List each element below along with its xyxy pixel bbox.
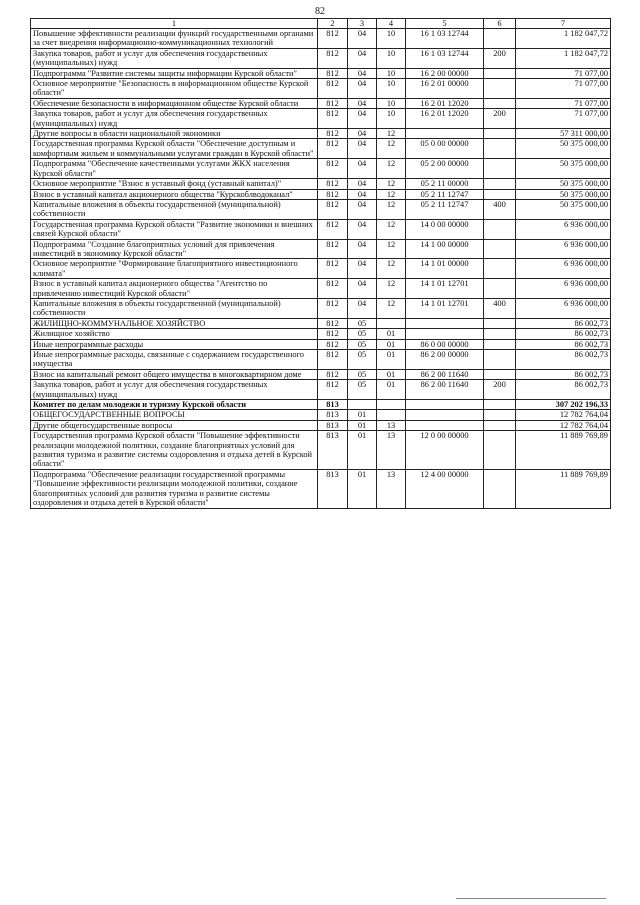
table-row (31, 279, 611, 299)
amount-cell: 86 002,73 (516, 318, 611, 328)
subsection-code-cell: 01 (377, 329, 406, 339)
subsection-code-cell: 10 (377, 48, 406, 68)
section-code-cell: 01 (348, 469, 377, 508)
expense-type-cell (484, 129, 516, 139)
subsection-code-cell: 12 (377, 279, 406, 299)
target-article-cell: 05 2 11 12747 (406, 189, 484, 199)
admin-code-cell: 812 (318, 48, 348, 68)
expense-type-cell (484, 79, 516, 99)
amount-cell: 6 936 000,00 (516, 279, 611, 299)
admin-code-cell: 812 (318, 298, 348, 318)
target-article-cell: 05 2 11 00000 (406, 179, 484, 189)
row-name-cell: Основное мероприятие "Взнос в уставный фонд (уставный капитал)" (31, 179, 318, 189)
admin-code-cell: 812 (318, 369, 348, 379)
admin-code-cell: 812 (318, 179, 348, 189)
amount-cell: 50 375 000,00 (516, 189, 611, 199)
admin-code-cell: 812 (318, 109, 348, 129)
section-code-cell: 04 (348, 139, 377, 159)
section-code-cell: 01 (348, 420, 377, 430)
row-name-cell: Подпрограмма "Развитие системы защиты информации Курской области" (31, 68, 318, 78)
row-name-cell: Подпрограмма "Обеспечение реализации государственной программы "Повышение эффективности реализации молодежной политики, создание благоприятных условий для развития туризма и развитие системы оздоровления и отдыха детей в Курской области" (31, 469, 318, 508)
table-row (31, 189, 611, 199)
admin-code-cell: 812 (318, 219, 348, 239)
expense-type-cell (484, 350, 516, 370)
table-row (31, 380, 611, 400)
header-cell: 4 (377, 19, 406, 29)
admin-code-cell: 812 (318, 380, 348, 400)
table-row (31, 139, 611, 159)
subsection-code-cell (377, 318, 406, 328)
section-code-cell: 05 (348, 350, 377, 370)
row-name-cell: ЖИЛИЩНО-КОММУНАЛЬНОЕ ХОЗЯЙСТВО (31, 318, 318, 328)
row-name-cell: Другие общегосударственные вопросы (31, 420, 318, 430)
subsection-code-cell: 12 (377, 219, 406, 239)
expense-type-cell (484, 400, 516, 410)
row-name-cell: Государственная программа Курской области "Обеспечение доступным и комфортным жильем и коммунальными услугами граждан в Курской области" (31, 139, 318, 159)
amount-cell: 50 375 000,00 (516, 199, 611, 219)
subsection-code-cell: 12 (377, 298, 406, 318)
table-row (31, 350, 611, 370)
admin-code-cell: 812 (318, 139, 348, 159)
expense-type-cell: 400 (484, 199, 516, 219)
amount-cell: 50 375 000,00 (516, 139, 611, 159)
expense-type-cell: 200 (484, 380, 516, 400)
row-name-cell: Иные непрограммные расходы, связанные с содержанием государственного имущества (31, 350, 318, 370)
table-row (31, 318, 611, 328)
subsection-code-cell: 12 (377, 189, 406, 199)
section-code-cell: 05 (348, 339, 377, 349)
subsection-code-cell: 12 (377, 179, 406, 189)
section-code-cell: 05 (348, 369, 377, 379)
admin-code-cell: 812 (318, 129, 348, 139)
section-code-cell: 01 (348, 410, 377, 420)
expense-type-cell (484, 369, 516, 379)
admin-code-cell: 812 (318, 79, 348, 99)
table-row (31, 29, 611, 49)
subsection-code-cell: 01 (377, 350, 406, 370)
table-row (31, 369, 611, 379)
admin-code-cell: 813 (318, 431, 348, 470)
expense-type-cell (484, 179, 516, 189)
target-article-cell: 14 1 01 12701 (406, 298, 484, 318)
table-row (31, 431, 611, 470)
subsection-code-cell: 10 (377, 29, 406, 49)
admin-code-cell: 812 (318, 329, 348, 339)
admin-code-cell: 813 (318, 420, 348, 430)
row-name-cell: Подпрограмма "Создание благоприятных условий для привлечения инвестиций в экономику Курской области" (31, 239, 318, 259)
target-article-cell: 05 0 00 00000 (406, 139, 484, 159)
expense-type-cell (484, 329, 516, 339)
header-cell: 2 (318, 19, 348, 29)
header-cell: 1 (31, 19, 318, 29)
expense-type-cell: 200 (484, 109, 516, 129)
row-name-cell: Взнос в уставный капитал акционерного общества "Агентство по привлечению инвестиций Курской области" (31, 279, 318, 299)
section-code-cell: 04 (348, 199, 377, 219)
footer-rule (456, 898, 606, 899)
section-code-cell: 04 (348, 179, 377, 189)
row-name-cell: Основное мероприятие "Безопасность в информационном обществе Курской области" (31, 79, 318, 99)
subsection-code-cell: 10 (377, 68, 406, 78)
section-code-cell: 04 (348, 129, 377, 139)
target-article-cell: 16 1 03 12744 (406, 48, 484, 68)
amount-cell: 1 182 047,72 (516, 29, 611, 49)
amount-cell: 6 936 000,00 (516, 239, 611, 259)
table-row (31, 109, 611, 129)
amount-cell: 6 936 000,00 (516, 298, 611, 318)
target-article-cell: 12 0 00 00000 (406, 431, 484, 470)
row-name-cell: Обеспечение безопасности в информационном обществе Курской области (31, 98, 318, 108)
admin-code-cell: 812 (318, 259, 348, 279)
header-row (31, 19, 611, 29)
section-code-cell (348, 400, 377, 410)
amount-cell: 71 077,00 (516, 68, 611, 78)
row-name-cell: Закупка товаров, работ и услуг для обеспечения государственных (муниципальных) нужд (31, 380, 318, 400)
amount-cell: 86 002,73 (516, 339, 611, 349)
row-name-cell: Иные непрограммные расходы (31, 339, 318, 349)
section-code-cell: 05 (348, 329, 377, 339)
header-cell: 5 (406, 19, 484, 29)
expense-type-cell (484, 431, 516, 470)
admin-code-cell: 812 (318, 68, 348, 78)
row-name-cell: Повышение эффективности реализации функций государственными органами за счет внедрения информационно-коммуникационных технологий (31, 29, 318, 49)
subsection-code-cell: 13 (377, 431, 406, 470)
expense-type-cell (484, 469, 516, 508)
subsection-code-cell: 12 (377, 259, 406, 279)
subsection-code-cell (377, 410, 406, 420)
section-code-cell: 04 (348, 68, 377, 78)
target-article-cell: 12 4 00 00000 (406, 469, 484, 508)
subsection-code-cell: 13 (377, 469, 406, 508)
target-article-cell: 86 2 00 11640 (406, 380, 484, 400)
expense-type-cell (484, 98, 516, 108)
target-article-cell: 86 0 00 00000 (406, 339, 484, 349)
table-row (31, 79, 611, 99)
section-code-cell: 04 (348, 239, 377, 259)
admin-code-cell: 812 (318, 29, 348, 49)
table-row (31, 199, 611, 219)
amount-cell: 57 311 000,00 (516, 129, 611, 139)
expense-type-cell (484, 139, 516, 159)
section-code-cell: 04 (348, 109, 377, 129)
section-code-cell: 05 (348, 380, 377, 400)
subsection-code-cell: 10 (377, 98, 406, 108)
target-article-cell: 16 2 01 12020 (406, 98, 484, 108)
admin-code-cell: 812 (318, 339, 348, 349)
target-article-cell: 16 2 01 12020 (406, 109, 484, 129)
row-name-cell: Подпрограмма "Обеспечение качественными услугами ЖКХ населения Курской области" (31, 159, 318, 179)
table-row (31, 259, 611, 279)
section-code-cell: 01 (348, 431, 377, 470)
expense-type-cell (484, 239, 516, 259)
subsection-code-cell: 12 (377, 139, 406, 159)
target-article-cell (406, 318, 484, 328)
section-code-cell: 04 (348, 259, 377, 279)
target-article-cell (406, 410, 484, 420)
amount-cell: 6 936 000,00 (516, 219, 611, 239)
header-cell: 7 (516, 19, 611, 29)
row-name-cell: Комитет по делам молодежи и туризму Курской области (31, 400, 318, 410)
row-name-cell: Государственная программа Курской области "Развитие экономики и внешних связей Курской области" (31, 219, 318, 239)
target-article-cell: 14 1 00 00000 (406, 239, 484, 259)
target-article-cell (406, 129, 484, 139)
admin-code-cell: 812 (318, 279, 348, 299)
amount-cell: 11 889 769,89 (516, 469, 611, 508)
row-name-cell: ОБЩЕГОСУДАРСТВЕННЫЕ ВОПРОСЫ (31, 410, 318, 420)
section-code-cell: 04 (348, 219, 377, 239)
budget-table (30, 18, 611, 509)
row-name-cell: Капитальные вложения в объекты государственной (муниципальной) собственности (31, 199, 318, 219)
section-code-cell: 04 (348, 279, 377, 299)
subsection-code-cell: 10 (377, 79, 406, 99)
target-article-cell: 05 2 00 00000 (406, 159, 484, 179)
expense-type-cell (484, 259, 516, 279)
expense-type-cell (484, 339, 516, 349)
expense-type-cell (484, 410, 516, 420)
subsection-code-cell (377, 400, 406, 410)
amount-cell: 71 077,00 (516, 79, 611, 99)
subsection-code-cell: 12 (377, 159, 406, 179)
expense-type-cell (484, 68, 516, 78)
admin-code-cell: 812 (318, 189, 348, 199)
table-row (31, 329, 611, 339)
expense-type-cell: 200 (484, 48, 516, 68)
target-article-cell: 14 1 01 12701 (406, 279, 484, 299)
subsection-code-cell: 12 (377, 239, 406, 259)
subsection-code-cell: 01 (377, 380, 406, 400)
target-article-cell: 16 2 00 00000 (406, 68, 484, 78)
expense-type-cell (484, 420, 516, 430)
table-row (31, 298, 611, 318)
row-name-cell: Основное мероприятие "Формирование благоприятного инвестиционного климата" (31, 259, 318, 279)
table-row (31, 68, 611, 78)
target-article-cell: 16 2 01 00000 (406, 79, 484, 99)
amount-cell: 12 782 764,04 (516, 410, 611, 420)
expense-type-cell (484, 219, 516, 239)
amount-cell: 50 375 000,00 (516, 159, 611, 179)
amount-cell: 12 782 764,04 (516, 420, 611, 430)
amount-cell: 6 936 000,00 (516, 259, 611, 279)
target-article-cell: 86 2 00 00000 (406, 350, 484, 370)
target-article-cell: 14 1 01 00000 (406, 259, 484, 279)
expense-type-cell: 400 (484, 298, 516, 318)
section-code-cell: 04 (348, 29, 377, 49)
expense-type-cell (484, 29, 516, 49)
row-name-cell: Жилищное хозяйство (31, 329, 318, 339)
subsection-code-cell: 12 (377, 129, 406, 139)
target-article-cell (406, 420, 484, 430)
admin-code-cell: 813 (318, 410, 348, 420)
section-code-cell: 04 (348, 79, 377, 99)
table-row (31, 239, 611, 259)
admin-code-cell: 812 (318, 199, 348, 219)
table-row (31, 400, 611, 410)
admin-code-cell: 812 (318, 318, 348, 328)
table-row (31, 410, 611, 420)
target-article-cell: 16 1 03 12744 (406, 29, 484, 49)
row-name-cell: Капитальные вложения в объекты государственной (муниципальной) собственности (31, 298, 318, 318)
target-article-cell: 86 2 00 11640 (406, 369, 484, 379)
table-row (31, 179, 611, 189)
row-name-cell: Государственная программа Курской области "Повышение эффективности реализации молодежной политики, создание благоприятных условий для развития туризма и развитие системы оздоровления и отдыха детей в Курской области" (31, 431, 318, 470)
subsection-code-cell: 01 (377, 369, 406, 379)
table-body (31, 29, 611, 509)
header-cell: 6 (484, 19, 516, 29)
admin-code-cell: 812 (318, 159, 348, 179)
expense-type-cell (484, 279, 516, 299)
table-row (31, 98, 611, 108)
table-row (31, 469, 611, 508)
target-article-cell (406, 400, 484, 410)
row-name-cell: Закупка товаров, работ и услуг для обеспечения государственных (муниципальных) нужд (31, 109, 318, 129)
subsection-code-cell: 10 (377, 109, 406, 129)
amount-cell: 1 182 047,72 (516, 48, 611, 68)
page-number: 82 (315, 6, 325, 17)
subsection-code-cell: 13 (377, 420, 406, 430)
expense-type-cell (484, 318, 516, 328)
row-name-cell: Взнос в уставный капитал акционерного общества "Курскоблводоканал" (31, 189, 318, 199)
admin-code-cell: 813 (318, 400, 348, 410)
amount-cell: 86 002,73 (516, 369, 611, 379)
amount-cell: 11 889 769,89 (516, 431, 611, 470)
row-name-cell: Взнос на капитальный ремонт общего имущества в многоквартирном доме (31, 369, 318, 379)
row-name-cell: Другие вопросы в области национальной экономики (31, 129, 318, 139)
admin-code-cell: 812 (318, 239, 348, 259)
amount-cell: 71 077,00 (516, 98, 611, 108)
amount-cell: 71 077,00 (516, 109, 611, 129)
section-code-cell: 04 (348, 159, 377, 179)
section-code-cell: 04 (348, 48, 377, 68)
target-article-cell (406, 329, 484, 339)
table-row (31, 339, 611, 349)
admin-code-cell: 813 (318, 469, 348, 508)
admin-code-cell: 812 (318, 98, 348, 108)
amount-cell: 86 002,73 (516, 350, 611, 370)
amount-cell: 307 202 196,33 (516, 400, 611, 410)
target-article-cell: 14 0 00 00000 (406, 219, 484, 239)
section-code-cell: 04 (348, 98, 377, 108)
section-code-cell: 05 (348, 318, 377, 328)
section-code-cell: 04 (348, 189, 377, 199)
amount-cell: 86 002,73 (516, 329, 611, 339)
table-row (31, 48, 611, 68)
row-name-cell: Закупка товаров, работ и услуг для обеспечения государственных (муниципальных) нужд (31, 48, 318, 68)
expense-type-cell (484, 159, 516, 179)
subsection-code-cell: 12 (377, 199, 406, 219)
table-row (31, 219, 611, 239)
expense-type-cell (484, 189, 516, 199)
table-row (31, 159, 611, 179)
amount-cell: 86 002,73 (516, 380, 611, 400)
header-cell: 3 (348, 19, 377, 29)
table-row (31, 420, 611, 430)
target-article-cell: 05 2 11 12747 (406, 199, 484, 219)
admin-code-cell: 812 (318, 350, 348, 370)
section-code-cell: 04 (348, 298, 377, 318)
subsection-code-cell: 01 (377, 339, 406, 349)
table-row (31, 129, 611, 139)
amount-cell: 50 375 000,00 (516, 179, 611, 189)
